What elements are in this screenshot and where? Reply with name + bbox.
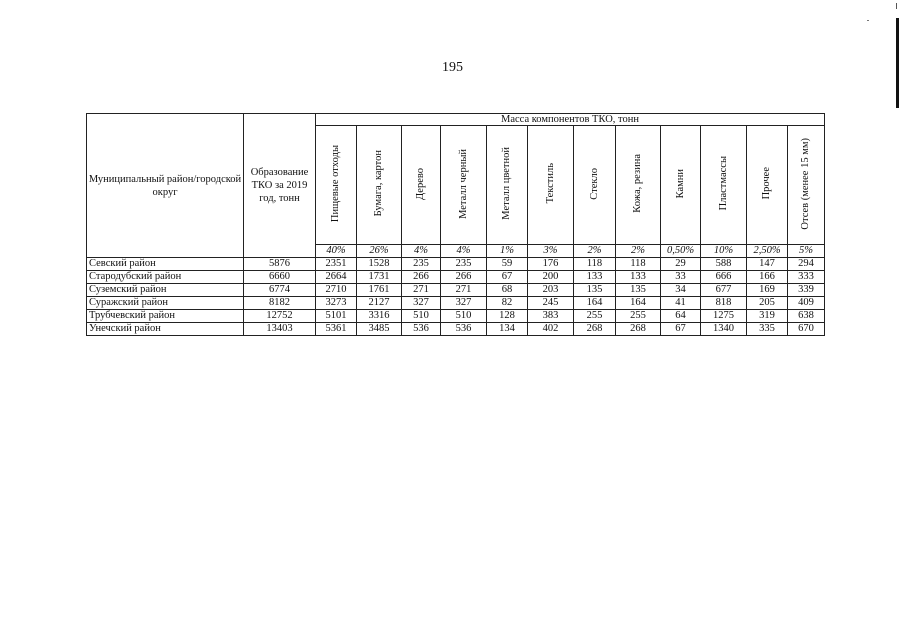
component-mass-cell: 64	[661, 310, 701, 323]
component-percent: 3%	[528, 245, 574, 258]
component-mass-cell: 818	[701, 297, 747, 310]
component-percent: 5%	[788, 245, 825, 258]
total-waste-cell: 6774	[244, 284, 316, 297]
component-mass-cell: 335	[747, 323, 788, 336]
component-mass-cell: 333	[788, 271, 825, 284]
component-mass-cell: 200	[528, 271, 574, 284]
table-row	[87, 310, 825, 323]
component-header	[701, 126, 747, 245]
component-header	[487, 126, 528, 245]
table-body	[87, 258, 825, 336]
component-mass-cell: 339	[788, 284, 825, 297]
component-mass-cell: 2351	[316, 258, 357, 271]
component-mass-cell: 1275	[701, 310, 747, 323]
component-percent: 2,50%	[747, 245, 788, 258]
component-mass-cell: 666	[701, 271, 747, 284]
component-header	[788, 126, 825, 245]
component-mass-cell: 169	[747, 284, 788, 297]
component-label: Металл черный	[457, 148, 469, 219]
total-waste-cell: 12752	[244, 310, 316, 323]
total-waste-cell: 13403	[244, 323, 316, 336]
component-mass-cell: 245	[528, 297, 574, 310]
component-mass-cell: 402	[528, 323, 574, 336]
component-mass-cell: 327	[402, 297, 441, 310]
component-mass-cell: 1731	[357, 271, 402, 284]
table-row	[87, 297, 825, 310]
component-mass-cell: 2664	[316, 271, 357, 284]
component-mass-cell: 41	[661, 297, 701, 310]
tko-composition-table	[86, 113, 825, 336]
component-mass-cell: 255	[574, 310, 616, 323]
component-mass-cell: 5101	[316, 310, 357, 323]
component-label: Пищевые отходы	[330, 144, 342, 223]
component-mass-cell: 235	[402, 258, 441, 271]
component-mass-cell: 1761	[357, 284, 402, 297]
component-mass-cell: 67	[487, 271, 528, 284]
component-mass-cell: 319	[747, 310, 788, 323]
component-mass-cell: 536	[441, 323, 487, 336]
component-label: Камни	[674, 168, 686, 199]
municipality-name: Суземский район	[87, 284, 244, 297]
component-mass-cell: 34	[661, 284, 701, 297]
component-percent: 1%	[487, 245, 528, 258]
municipality-column-header: Муниципальный район/городской округ	[87, 114, 244, 258]
component-mass-cell: 164	[616, 297, 661, 310]
component-percent: 2%	[574, 245, 616, 258]
component-mass-cell: 271	[441, 284, 487, 297]
component-header	[441, 126, 487, 245]
component-mass-cell: 271	[402, 284, 441, 297]
component-percent: 40%	[316, 245, 357, 258]
component-mass-cell: 118	[574, 258, 616, 271]
component-mass-cell: 5361	[316, 323, 357, 336]
table-row	[87, 284, 825, 297]
component-mass-cell: 133	[616, 271, 661, 284]
municipality-name: Севский район	[87, 258, 244, 271]
total-waste-cell: 5876	[244, 258, 316, 271]
component-mass-cell: 147	[747, 258, 788, 271]
component-mass-cell: 59	[487, 258, 528, 271]
component-mass-cell: 235	[441, 258, 487, 271]
component-header	[574, 126, 616, 245]
component-percent: 4%	[402, 245, 441, 258]
component-header	[747, 126, 788, 245]
component-mass-cell: 638	[788, 310, 825, 323]
component-mass-cell: 2127	[357, 297, 402, 310]
component-mass-cell: 2710	[316, 284, 357, 297]
component-label: Дерево	[415, 167, 427, 200]
component-mass-cell: 255	[616, 310, 661, 323]
component-mass-cell: 67	[661, 323, 701, 336]
component-label: Отсев (менее 15 мм)	[800, 137, 812, 230]
component-mass-cell: 3273	[316, 297, 357, 310]
component-header	[316, 126, 357, 245]
component-mass-cell: 135	[574, 284, 616, 297]
component-header	[528, 126, 574, 245]
component-label: Бумага, картон	[373, 150, 385, 217]
component-mass-cell: 510	[402, 310, 441, 323]
page-number: 195	[442, 60, 463, 75]
component-mass-cell: 29	[661, 258, 701, 271]
component-label: Текстиль	[544, 163, 556, 204]
municipality-name: Стародубский район	[87, 271, 244, 284]
component-mass-cell: 135	[616, 284, 661, 297]
component-mass-cell: 3316	[357, 310, 402, 323]
component-mass-cell: 203	[528, 284, 574, 297]
component-header	[402, 126, 441, 245]
component-mass-cell: 383	[528, 310, 574, 323]
component-label: Прочее	[761, 167, 773, 200]
component-percent: 2%	[616, 245, 661, 258]
component-percent: 0,50%	[661, 245, 701, 258]
component-label: Кожа, резина	[632, 154, 644, 213]
scan-edge-mark	[896, 18, 899, 108]
component-mass-cell: 670	[788, 323, 825, 336]
component-mass-cell: 266	[402, 271, 441, 284]
component-mass-cell: 294	[788, 258, 825, 271]
component-mass-cell: 588	[701, 258, 747, 271]
table-row	[87, 323, 825, 336]
municipality-name: Суражский район	[87, 297, 244, 310]
component-mass-cell: 133	[574, 271, 616, 284]
component-mass-cell: 677	[701, 284, 747, 297]
component-mass-group-header: Масса компонентов ТКО, тонн	[316, 114, 825, 126]
component-mass-cell: 68	[487, 284, 528, 297]
table-row	[87, 258, 825, 271]
component-mass-cell: 409	[788, 297, 825, 310]
total-waste-cell: 8182	[244, 297, 316, 310]
component-mass-cell: 176	[528, 258, 574, 271]
component-mass-cell: 205	[747, 297, 788, 310]
scan-speck	[867, 20, 869, 21]
component-percent: 10%	[701, 245, 747, 258]
component-mass-cell: 268	[616, 323, 661, 336]
total-waste-cell: 6660	[244, 271, 316, 284]
component-mass-cell: 510	[441, 310, 487, 323]
component-mass-cell: 164	[574, 297, 616, 310]
component-percent: 26%	[357, 245, 402, 258]
component-mass-cell: 266	[441, 271, 487, 284]
component-mass-cell: 1528	[357, 258, 402, 271]
component-mass-cell: 3485	[357, 323, 402, 336]
component-mass-cell: 82	[487, 297, 528, 310]
component-label: Металл цветной	[501, 147, 513, 220]
municipality-name: Трубчевский район	[87, 310, 244, 323]
table-row	[87, 271, 825, 284]
component-mass-cell: 268	[574, 323, 616, 336]
component-mass-cell: 1340	[701, 323, 747, 336]
component-percent: 4%	[441, 245, 487, 258]
component-mass-cell: 134	[487, 323, 528, 336]
component-header	[616, 126, 661, 245]
component-header	[661, 126, 701, 245]
component-label: Пластмассы	[717, 156, 729, 211]
component-mass-cell: 327	[441, 297, 487, 310]
component-mass-cell: 128	[487, 310, 528, 323]
scan-speck	[896, 3, 897, 9]
component-label: Стекло	[588, 167, 600, 200]
component-mass-cell: 166	[747, 271, 788, 284]
component-mass-cell: 536	[402, 323, 441, 336]
component-header	[357, 126, 402, 245]
total-waste-column-header: Образование ТКО за 2019 год, тонн	[244, 114, 316, 258]
municipality-name: Унечский район	[87, 323, 244, 336]
component-mass-cell: 33	[661, 271, 701, 284]
component-mass-cell: 118	[616, 258, 661, 271]
